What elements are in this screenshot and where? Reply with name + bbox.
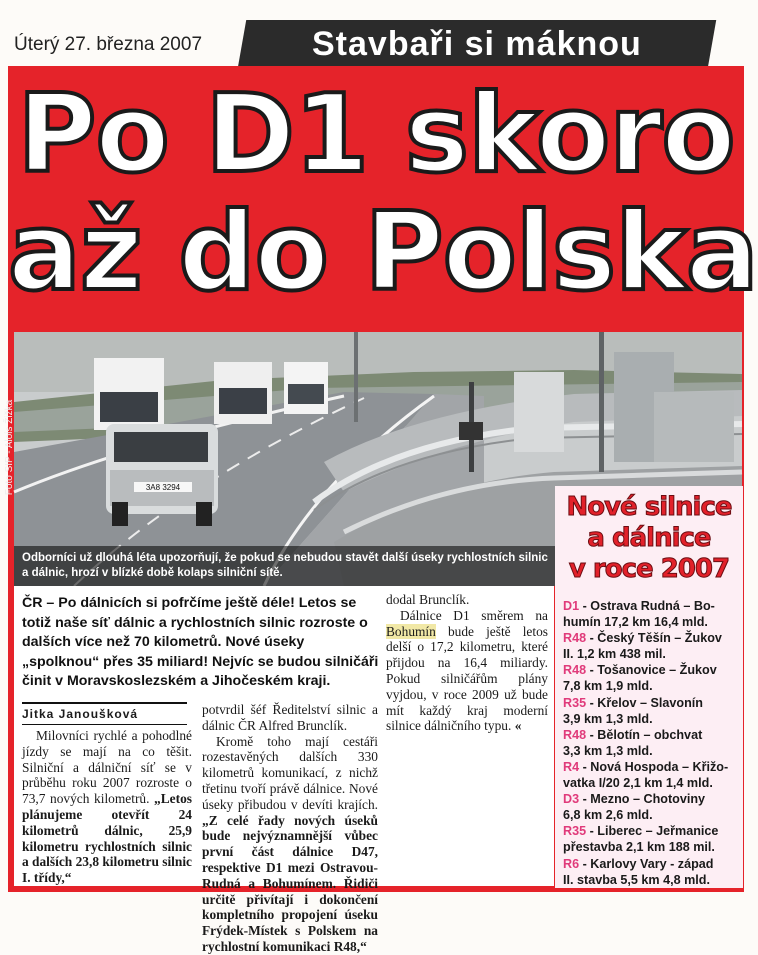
photo-caption: Odborníci už dlouhá léta upozorňují, že pokud se nebudou stavět další úseky rychlostních silnic a dálnic, hrozí v blízké době kolaps silniční sítě.	[14, 546, 559, 586]
text: bude ještě letos delší o 17,2 kilometru, které přijdou na 16,4 miliardy. Pokud silničářům plány vyjdou, v roce 2009 už bude mít každý kraj moderní silnice dálničního typu.	[386, 623, 548, 734]
article-lead: ČR – Po dálnicích si pofrčíme ještě déle! Letos se totiž naše síť dálnic a rychlostních silnic rozroste o dalších více než 70 kilometrů. Nové úseky „spolknou“ přes 35 miliard! Nejvíc se budou silničáři činit v Moravskoslezském a Jihočeském kraji.	[22, 595, 379, 690]
sidebar-item-line	[563, 630, 739, 646]
sidebar-title-line: a dálnice	[587, 523, 711, 553]
article-author: Jitka Janoušková	[22, 702, 187, 725]
sidebar-item-line	[563, 823, 739, 839]
paragraph: potvrdil šéf Ředitelství silnic a dálnic ČR Alfred Brunclík.	[202, 702, 378, 733]
route-text: - Liberec – Jeřmanice	[586, 824, 719, 839]
sidebar-list-item	[563, 791, 739, 823]
road-code: R35	[563, 695, 587, 710]
route-details: humín 17,2 km 16,4 mld.	[563, 615, 708, 630]
route-details: II. 1,2 km 438 mil.	[563, 647, 666, 662]
route-text: - Tošanovice – Žukov	[586, 663, 717, 678]
article-column-2	[202, 702, 378, 955]
road-code: R48	[563, 663, 587, 678]
sidebar-list-item	[563, 598, 739, 630]
highlighted-place-name: Bohumín	[386, 623, 436, 639]
road-code: R4	[563, 759, 580, 774]
sidebar-item-line	[563, 856, 739, 872]
route-details: 3,3 km 1,3 mld.	[563, 743, 653, 758]
sidebar-list-item	[563, 662, 739, 694]
road-code: R48	[563, 631, 587, 646]
sidebar-title	[555, 486, 743, 585]
route-text: - Nová Hospoda – Křižo-	[579, 759, 729, 774]
road-code: D3	[563, 792, 580, 807]
sidebar-item-line	[563, 759, 739, 775]
sidebar-item-line	[563, 727, 739, 743]
photo-credit: Foto SIP - Alois Žižka	[4, 399, 16, 496]
car-plate: 3A8 3294	[145, 483, 181, 492]
route-details: II. stavba 5,5 km 4,8 mld.	[563, 872, 710, 887]
road-code: D1	[563, 599, 580, 613]
route-text: - Bělotín – obchvat	[586, 727, 703, 742]
headline	[8, 66, 758, 328]
paragraph	[386, 608, 548, 734]
sidebar-list-item	[563, 727, 739, 759]
text: Dálnice D1 směrem na	[400, 607, 548, 623]
road-code: R48	[563, 727, 587, 742]
route-text: - Mezno – Chotoviny	[579, 792, 706, 807]
route-details: 3,9 km 1,3 mld.	[563, 711, 653, 726]
sidebar-item-line	[563, 598, 739, 614]
route-text: - Český Těšín – Žukov	[586, 631, 722, 646]
sidebar-title-line: v roce 2007	[568, 554, 730, 584]
sidebar-item-line	[563, 662, 739, 678]
paragraph: dodal Brunclík.	[386, 592, 470, 607]
article-column-1	[22, 728, 192, 886]
kicker-banner	[238, 20, 716, 68]
sidebar-list-item	[563, 695, 739, 727]
route-details: 7,8 km 1,9 mld.	[563, 679, 653, 694]
issue-date: Úterý 27. března 2007	[14, 34, 203, 55]
quote-text: „Z celé řady nových úseků bude nejvýznamnější vůbec první část dálnice D47, respektive D1 mezi Ostravou-Rudná a Bohumínem. Řidiči určitě přivítají i dokončení kompletního propojení úseku Frýdek-Místek s Polskem na rychlostní komunikaci R48,“	[202, 812, 378, 954]
end-mark: «	[514, 718, 522, 734]
article-body	[14, 586, 554, 954]
paragraph	[22, 728, 192, 886]
quote-text: „Letos plánujeme otevřít 24 kilometrů dálnic, 25,9 kilometru rychlostních silnic a dalších 23,8 kilometru silnic I. třídy,“	[22, 791, 192, 886]
headline-line-1: Po D1 skoro	[17, 72, 735, 197]
sidebar-list-item	[563, 759, 739, 791]
route-text: - Křelov – Slavonín	[586, 695, 703, 710]
sidebar-title-line: Nové silnice	[566, 492, 732, 522]
paragraph	[202, 734, 378, 955]
sidebar-list-item	[563, 856, 739, 888]
route-text: - Ostrava Rudná – Bo-	[579, 599, 715, 613]
kicker-text: Stavbaři si máknou	[312, 25, 642, 63]
headline-line-2: až do Polska	[8, 190, 758, 315]
sidebar-list	[563, 598, 739, 888]
text: Kromě toho mají cestáři rozestavěných dalších 330 kilometrů komunikací, z nichž třetinu tvoří právě dálnice. Nové úseky přibudou v devíti krajích.	[202, 733, 378, 812]
road-code: R35	[563, 824, 587, 839]
sidebar-item-line	[563, 695, 739, 711]
road-code: R6	[563, 856, 580, 871]
sidebar-list-item	[563, 823, 739, 855]
route-details: vatka I/20 2,1 km 1,4 mld.	[563, 776, 713, 791]
sidebar-item-line	[563, 791, 739, 807]
sidebar-box	[555, 486, 743, 888]
text: Milovníci rychlé a pohodlné jízdy se mají na co těšit. Silniční a dálniční síť se v průběhu roku 2007 rozroste o 73,7 nových kilometrů.	[22, 728, 192, 807]
route-text: - Karlovy Vary - západ	[579, 856, 714, 871]
sidebar-list-item	[563, 630, 739, 662]
route-details: 6,8 km 2,6 mld.	[563, 808, 653, 823]
article-column-3	[386, 592, 548, 734]
route-details: přestavba 2,1 km 188 mil.	[563, 840, 715, 855]
